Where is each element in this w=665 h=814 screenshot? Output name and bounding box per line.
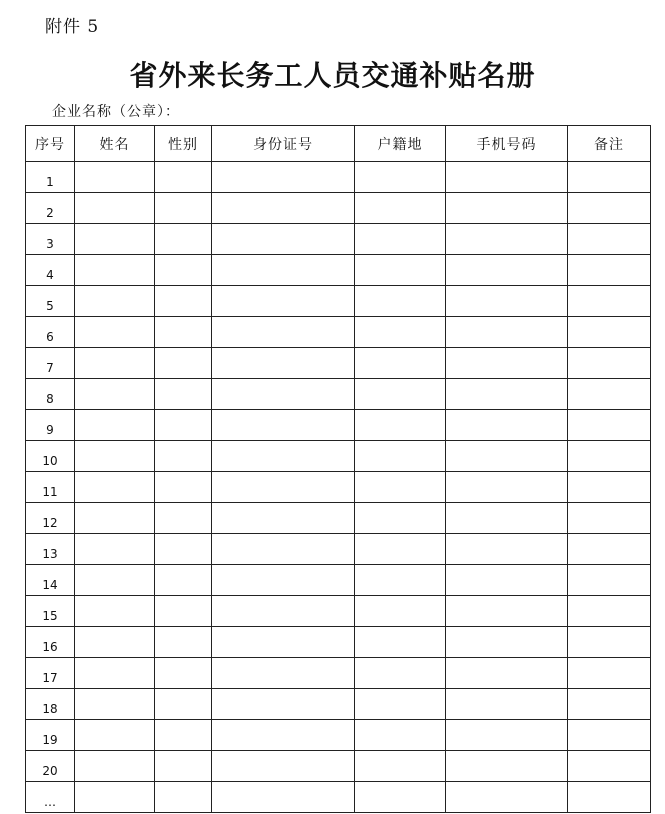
table-body xyxy=(26,162,651,813)
table-header-row xyxy=(26,126,651,162)
table-row xyxy=(26,348,651,379)
household-registration-cell[interactable] xyxy=(355,658,446,689)
id-number-cell[interactable] xyxy=(212,751,355,782)
household-registration-cell[interactable] xyxy=(355,689,446,720)
remarks-cell[interactable] xyxy=(568,162,651,193)
table-row xyxy=(26,286,651,317)
remarks-cell[interactable] xyxy=(568,255,651,286)
table-row xyxy=(26,751,651,782)
name-cell[interactable] xyxy=(75,720,155,751)
serial-number-cell: 18 xyxy=(26,689,75,720)
serial-number-cell: 15 xyxy=(26,596,75,627)
gender-cell[interactable] xyxy=(155,472,212,503)
header-gender: 性别 xyxy=(155,126,212,162)
id-number-cell[interactable] xyxy=(212,224,355,255)
household-registration-cell[interactable] xyxy=(355,720,446,751)
id-number-cell[interactable] xyxy=(212,658,355,689)
table-row xyxy=(26,596,651,627)
gender-cell[interactable] xyxy=(155,193,212,224)
table-row xyxy=(26,689,651,720)
serial-number-cell: 10 xyxy=(26,441,75,472)
household-registration-cell[interactable] xyxy=(355,534,446,565)
id-number-cell[interactable] xyxy=(212,162,355,193)
gender-cell[interactable] xyxy=(155,689,212,720)
gender-cell[interactable] xyxy=(155,286,212,317)
id-number-cell[interactable] xyxy=(212,565,355,596)
remarks-cell[interactable] xyxy=(568,193,651,224)
name-cell[interactable] xyxy=(75,503,155,534)
id-number-cell[interactable] xyxy=(212,689,355,720)
id-number-cell[interactable] xyxy=(212,782,355,813)
table-row xyxy=(26,379,651,410)
serial-number-cell: 6 xyxy=(26,317,75,348)
gender-cell[interactable] xyxy=(155,317,212,348)
household-registration-cell[interactable] xyxy=(355,503,446,534)
remarks-cell[interactable] xyxy=(568,751,651,782)
phone-number-cell[interactable] xyxy=(446,379,568,410)
phone-number-cell[interactable] xyxy=(446,348,568,379)
gender-cell[interactable] xyxy=(155,441,212,472)
serial-number-cell: 1 xyxy=(26,162,75,193)
gender-cell[interactable] xyxy=(155,379,212,410)
remarks-cell[interactable] xyxy=(568,224,651,255)
remarks-cell[interactable] xyxy=(568,689,651,720)
gender-cell[interactable] xyxy=(155,503,212,534)
table-row xyxy=(26,720,651,751)
serial-number-cell: 12 xyxy=(26,503,75,534)
table-row xyxy=(26,472,651,503)
id-number-cell[interactable] xyxy=(212,596,355,627)
gender-cell[interactable] xyxy=(155,255,212,286)
phone-number-cell[interactable] xyxy=(446,286,568,317)
name-cell[interactable] xyxy=(75,627,155,658)
id-number-cell[interactable] xyxy=(212,193,355,224)
phone-number-cell[interactable] xyxy=(446,720,568,751)
gender-cell[interactable] xyxy=(155,162,212,193)
header-household-registration: 户籍地 xyxy=(355,126,446,162)
name-cell[interactable] xyxy=(75,317,155,348)
remarks-cell[interactable] xyxy=(568,782,651,813)
name-cell[interactable] xyxy=(75,410,155,441)
name-cell[interactable] xyxy=(75,596,155,627)
name-cell[interactable] xyxy=(75,286,155,317)
table-row xyxy=(26,441,651,472)
header-id-number: 身份证号 xyxy=(212,126,355,162)
table-row xyxy=(26,410,651,441)
remarks-cell[interactable] xyxy=(568,658,651,689)
phone-number-cell[interactable] xyxy=(446,534,568,565)
phone-number-cell[interactable] xyxy=(446,317,568,348)
household-registration-cell[interactable] xyxy=(355,224,446,255)
serial-number-cell: 3 xyxy=(26,224,75,255)
id-number-cell[interactable] xyxy=(212,379,355,410)
table-row xyxy=(26,534,651,565)
gender-cell[interactable] xyxy=(155,720,212,751)
household-registration-cell[interactable] xyxy=(355,627,446,658)
serial-number-cell: 16 xyxy=(26,627,75,658)
id-number-cell[interactable] xyxy=(212,472,355,503)
name-cell[interactable] xyxy=(75,255,155,286)
attachment-label: 附件 5 xyxy=(45,17,100,37)
name-cell[interactable] xyxy=(75,751,155,782)
name-cell[interactable] xyxy=(75,472,155,503)
gender-cell[interactable] xyxy=(155,658,212,689)
remarks-cell[interactable] xyxy=(568,472,651,503)
serial-number-cell: 9 xyxy=(26,410,75,441)
phone-number-cell[interactable] xyxy=(446,162,568,193)
gender-cell[interactable] xyxy=(155,751,212,782)
household-registration-cell[interactable] xyxy=(355,162,446,193)
header-phone-number: 手机号码 xyxy=(446,126,568,162)
id-number-cell[interactable] xyxy=(212,410,355,441)
remarks-cell[interactable] xyxy=(568,627,651,658)
id-number-cell[interactable] xyxy=(212,317,355,348)
gender-cell[interactable] xyxy=(155,534,212,565)
roster-table xyxy=(25,125,651,813)
table-row xyxy=(26,503,651,534)
serial-number-cell: … xyxy=(26,782,75,813)
serial-number-cell: 20 xyxy=(26,751,75,782)
household-registration-cell[interactable] xyxy=(355,410,446,441)
serial-number-cell: 13 xyxy=(26,534,75,565)
phone-number-cell[interactable] xyxy=(446,596,568,627)
header-name: 姓名 xyxy=(75,126,155,162)
serial-number-cell: 14 xyxy=(26,565,75,596)
table-row xyxy=(26,658,651,689)
gender-cell[interactable] xyxy=(155,596,212,627)
household-registration-cell[interactable] xyxy=(355,348,446,379)
phone-number-cell[interactable] xyxy=(446,193,568,224)
id-number-cell[interactable] xyxy=(212,348,355,379)
table-row xyxy=(26,627,651,658)
id-number-cell[interactable] xyxy=(212,255,355,286)
household-registration-cell[interactable] xyxy=(355,255,446,286)
household-registration-cell[interactable] xyxy=(355,379,446,410)
serial-number-cell: 17 xyxy=(26,658,75,689)
household-registration-cell[interactable] xyxy=(355,596,446,627)
phone-number-cell[interactable] xyxy=(446,472,568,503)
serial-number-cell: 2 xyxy=(26,193,75,224)
phone-number-cell[interactable] xyxy=(446,565,568,596)
household-registration-cell[interactable] xyxy=(355,317,446,348)
household-registration-cell[interactable] xyxy=(355,441,446,472)
id-number-cell[interactable] xyxy=(212,627,355,658)
serial-number-cell: 5 xyxy=(26,286,75,317)
gender-cell[interactable] xyxy=(155,565,212,596)
phone-number-cell[interactable] xyxy=(446,503,568,534)
name-cell[interactable] xyxy=(75,534,155,565)
name-cell[interactable] xyxy=(75,193,155,224)
name-cell[interactable] xyxy=(75,565,155,596)
remarks-cell[interactable] xyxy=(568,720,651,751)
household-registration-cell[interactable] xyxy=(355,193,446,224)
household-registration-cell[interactable] xyxy=(355,565,446,596)
serial-number-cell: 4 xyxy=(26,255,75,286)
table-row xyxy=(26,317,651,348)
phone-number-cell[interactable] xyxy=(446,627,568,658)
header-serial-number: 序号 xyxy=(26,126,75,162)
gender-cell[interactable] xyxy=(155,782,212,813)
gender-cell[interactable] xyxy=(155,627,212,658)
gender-cell[interactable] xyxy=(155,348,212,379)
name-cell[interactable] xyxy=(75,689,155,720)
remarks-cell[interactable] xyxy=(568,441,651,472)
remarks-cell[interactable] xyxy=(568,503,651,534)
table-row xyxy=(26,255,651,286)
serial-number-cell: 7 xyxy=(26,348,75,379)
household-registration-cell[interactable] xyxy=(355,286,446,317)
phone-number-cell[interactable] xyxy=(446,255,568,286)
table-row xyxy=(26,162,651,193)
serial-number-cell: 8 xyxy=(26,379,75,410)
remarks-cell[interactable] xyxy=(568,317,651,348)
serial-number-cell: 19 xyxy=(26,720,75,751)
remarks-cell[interactable] xyxy=(568,410,651,441)
id-number-cell[interactable] xyxy=(212,503,355,534)
name-cell[interactable] xyxy=(75,441,155,472)
gender-cell[interactable] xyxy=(155,224,212,255)
phone-number-cell[interactable] xyxy=(446,658,568,689)
gender-cell[interactable] xyxy=(155,410,212,441)
phone-number-cell[interactable] xyxy=(446,751,568,782)
id-number-cell[interactable] xyxy=(212,534,355,565)
household-registration-cell[interactable] xyxy=(355,782,446,813)
remarks-cell[interactable] xyxy=(568,596,651,627)
company-name-label: 企业名称（公章）： xyxy=(52,104,180,120)
phone-number-cell[interactable] xyxy=(446,689,568,720)
remarks-cell[interactable] xyxy=(568,286,651,317)
household-registration-cell[interactable] xyxy=(355,751,446,782)
table-row xyxy=(26,782,651,813)
name-cell[interactable] xyxy=(75,224,155,255)
name-cell[interactable] xyxy=(75,782,155,813)
page-title: 省外来长务工人员交通补贴名册 xyxy=(129,59,536,92)
serial-number-cell: 11 xyxy=(26,472,75,503)
id-number-cell[interactable] xyxy=(212,720,355,751)
id-number-cell[interactable] xyxy=(212,441,355,472)
table-row xyxy=(26,224,651,255)
name-cell[interactable] xyxy=(75,379,155,410)
id-number-cell[interactable] xyxy=(212,286,355,317)
table-row xyxy=(26,193,651,224)
household-registration-cell[interactable] xyxy=(355,472,446,503)
phone-number-cell[interactable] xyxy=(446,224,568,255)
remarks-cell[interactable] xyxy=(568,348,651,379)
header-remarks: 备注 xyxy=(568,126,651,162)
phone-number-cell[interactable] xyxy=(446,782,568,813)
name-cell[interactable] xyxy=(75,348,155,379)
remarks-cell[interactable] xyxy=(568,534,651,565)
table-row xyxy=(26,565,651,596)
remarks-cell[interactable] xyxy=(568,379,651,410)
name-cell[interactable] xyxy=(75,162,155,193)
phone-number-cell[interactable] xyxy=(446,410,568,441)
name-cell[interactable] xyxy=(75,658,155,689)
remarks-cell[interactable] xyxy=(568,565,651,596)
phone-number-cell[interactable] xyxy=(446,441,568,472)
